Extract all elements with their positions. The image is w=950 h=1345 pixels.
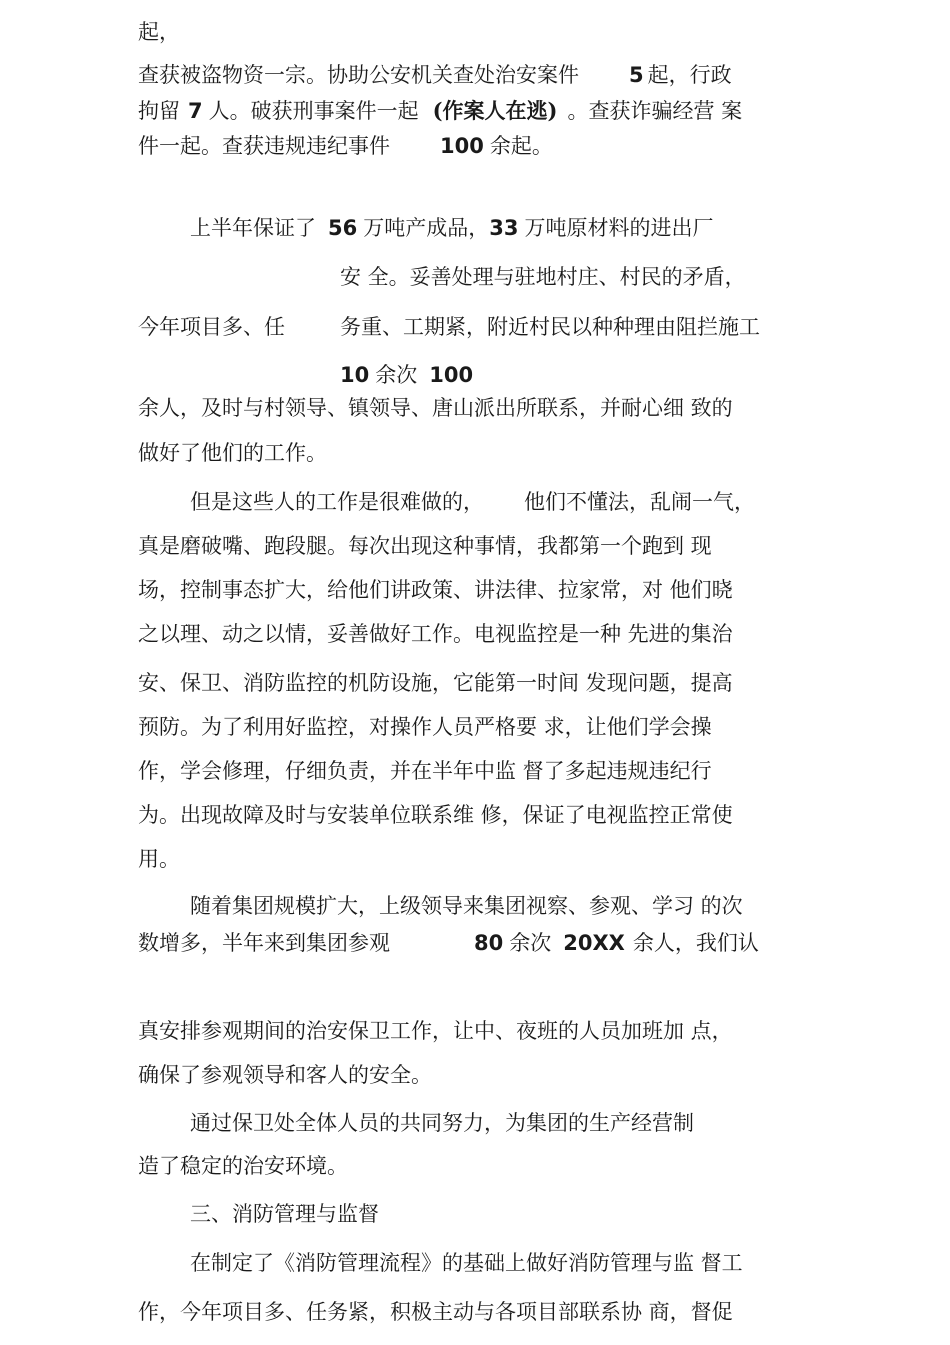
text-line bbox=[138, 929, 759, 957]
text-line bbox=[138, 61, 732, 89]
text: 他们不懂法，乱闹一气， bbox=[524, 490, 755, 514]
text: 真安排参观期间的治安保卫工作，让中、夜班的人员加班加 点， bbox=[138, 1019, 733, 1043]
text-line bbox=[340, 361, 473, 389]
text-line bbox=[138, 394, 733, 422]
number: 100 bbox=[429, 363, 474, 387]
text-line bbox=[138, 532, 712, 560]
text: 安 全。妥善处理与驻地村庄、村民的矛盾， bbox=[340, 265, 746, 289]
text-line bbox=[138, 620, 733, 648]
number: 10 bbox=[340, 363, 370, 387]
text: 万吨原材料的进出厂 bbox=[524, 216, 714, 240]
text-line bbox=[138, 713, 712, 741]
text-line bbox=[190, 488, 755, 516]
text: (作案人在逃) bbox=[432, 98, 558, 123]
text: 数增多，半年来到集团参观 bbox=[138, 931, 390, 955]
text-line bbox=[138, 757, 712, 785]
number: 7 bbox=[188, 99, 203, 123]
text: 人。破获刑事案件一起 bbox=[208, 99, 419, 123]
text: 随着集团规模扩大，上级领导来集团视察、参观、学习 的次 bbox=[190, 894, 743, 918]
text-line bbox=[190, 214, 713, 242]
text-line bbox=[138, 97, 742, 125]
text-line bbox=[138, 845, 180, 873]
text: 确保了参观领导和客人的安全。 bbox=[138, 1063, 432, 1087]
text-line bbox=[190, 892, 743, 920]
text: 在制定了《消防管理流程》的基础上做好消防管理与监 督工 bbox=[190, 1251, 743, 1275]
text-line bbox=[138, 669, 733, 697]
text: 预防。为了利用好监控，对操作人员严格要 求，让他们学会操 bbox=[138, 715, 712, 739]
text: 通过保卫处全体人员的共同努力，为集团的生产经营制 bbox=[190, 1111, 694, 1135]
text-line bbox=[138, 576, 733, 604]
text-line bbox=[138, 1152, 348, 1180]
text-line bbox=[190, 1109, 694, 1137]
text: 为。出现故障及时与安装单位联系维 修，保证了电视监控正常使 bbox=[138, 803, 733, 827]
text: 真是磨破嘴、跑段腿。每次出现这种事情，我都第一个跑到 现 bbox=[138, 534, 712, 558]
text-line bbox=[138, 313, 285, 341]
text: 造了稳定的治安环境。 bbox=[138, 1154, 348, 1178]
text: 余起。 bbox=[489, 134, 553, 158]
text: 拘留 bbox=[138, 99, 180, 123]
text: 安、保卫、消防监控的机防设施，它能第一时间 发现问题，提高 bbox=[138, 671, 733, 695]
text: 三、消防管理与监督 bbox=[190, 1202, 379, 1226]
text: 。查获诈骗经营 案 bbox=[567, 99, 743, 123]
text-line bbox=[138, 132, 553, 160]
text: 余人，我们认 bbox=[632, 931, 759, 955]
text: 务重、工期紧，附近村民以种种理由阻拦施工 bbox=[340, 315, 760, 339]
text-line bbox=[138, 1017, 733, 1045]
text: 做好了他们的工作。 bbox=[138, 441, 327, 465]
text: 之以理、动之以情，妥善做好工作。电视监控是一种 先进的集治 bbox=[138, 622, 733, 646]
text-line bbox=[190, 1249, 743, 1277]
text: 场，控制事态扩大，给他们讲政策、讲法律、拉家常，对 他们晓 bbox=[138, 578, 733, 602]
text: 作，学会修理，仔细负责，并在半年中监 督了多起违规违纪行 bbox=[138, 759, 712, 783]
text-line bbox=[138, 439, 327, 467]
text: 上半年保证了 bbox=[190, 216, 316, 240]
text: 起， bbox=[138, 20, 180, 44]
text: 今年项目多、任 bbox=[138, 315, 285, 339]
text: 余次 bbox=[375, 363, 418, 387]
text-line bbox=[138, 18, 180, 46]
number: 100 bbox=[440, 134, 484, 158]
text-line bbox=[138, 1061, 432, 1089]
text: 件一起。查获违规违纪事件 bbox=[138, 134, 390, 158]
text: 万吨产成品， bbox=[363, 216, 490, 240]
text-line bbox=[340, 313, 760, 341]
number: 80 bbox=[474, 931, 504, 955]
number: 5 bbox=[629, 63, 644, 87]
number: 20XX bbox=[563, 931, 625, 955]
number: 33 bbox=[489, 216, 519, 240]
text-line bbox=[340, 263, 746, 291]
number: 56 bbox=[328, 216, 358, 240]
text: 查获被盗物资一宗。协助公安机关查处治安案件 bbox=[138, 63, 579, 87]
text: 起，行政 bbox=[647, 63, 732, 87]
text-line bbox=[138, 1298, 733, 1326]
text: 余次 bbox=[509, 931, 552, 955]
text: 作，今年项目多、任务紧，积极主动与各项目部联系协 商，督促 bbox=[138, 1300, 733, 1324]
text: 但是这些人的工作是很难做的， bbox=[190, 490, 484, 514]
text: 用。 bbox=[138, 847, 180, 871]
text: 余人，及时与村领导、镇领导、唐山派出所联系，并耐心细 致的 bbox=[138, 396, 733, 420]
section-heading bbox=[190, 1200, 379, 1228]
text-line bbox=[138, 801, 733, 829]
